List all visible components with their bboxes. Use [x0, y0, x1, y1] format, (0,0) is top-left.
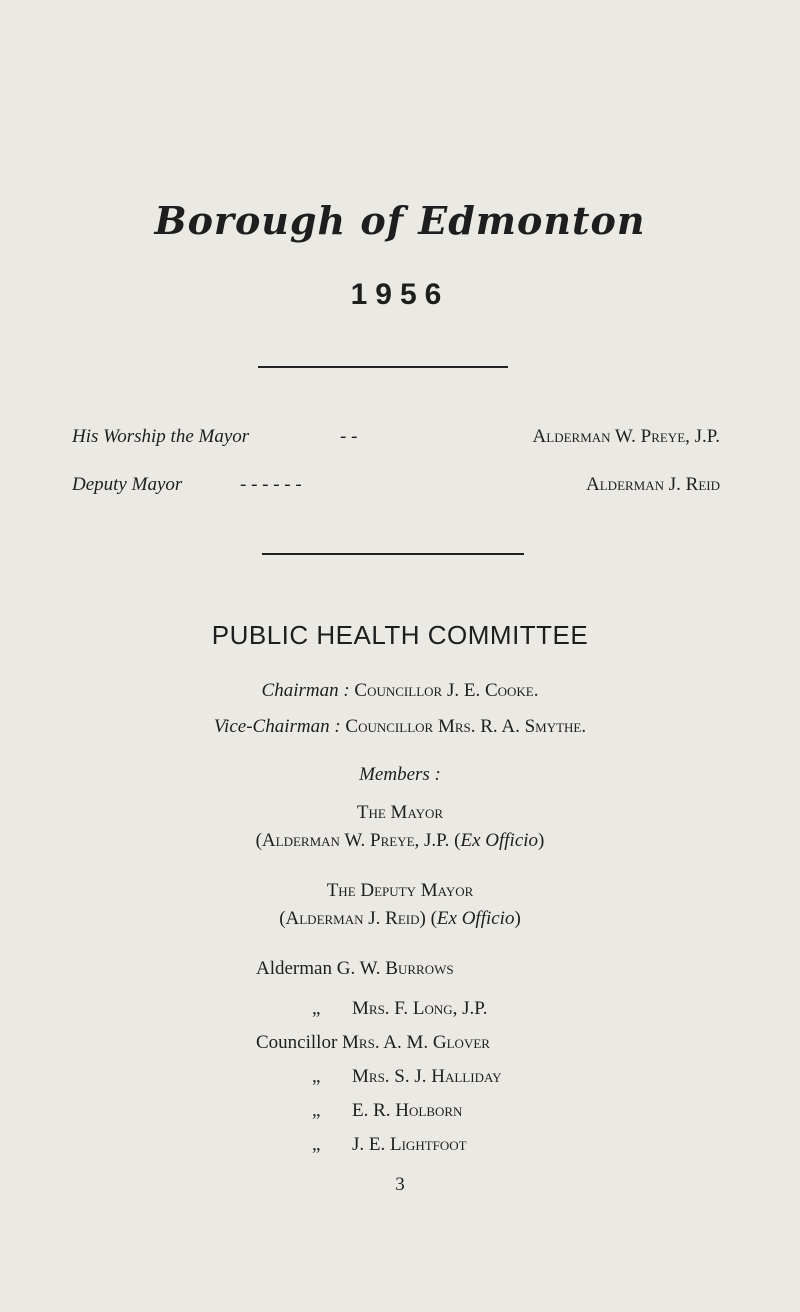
ditto-mark: „: [312, 1100, 321, 1121]
officer-row-mayor: [72, 426, 720, 452]
chairman-label: Chairman :: [261, 680, 350, 701]
member-prefix: Alderman: [256, 958, 332, 979]
deputy-mayor-title: The Deputy Mayor: [326, 880, 474, 901]
ditto-mark: „: [312, 998, 321, 1019]
page-number: 3: [395, 1174, 405, 1195]
member-row: [312, 1066, 502, 1088]
chairman-name: Councillor J. E. Cooke.: [354, 680, 539, 701]
mayor-detail-prefix: (Alderman W. Preye, J.P. (: [255, 830, 461, 851]
members-label: Members :: [359, 764, 441, 785]
vice-chairman-name: Councillor Mrs. R. A. Smythe.: [345, 716, 587, 737]
member-row: [256, 958, 454, 980]
vice-chairman-line: [0, 716, 800, 738]
mayor-detail: [0, 830, 800, 852]
deputy-detail-prefix: (Alderman J. Reid) (: [279, 908, 437, 929]
member-name: Mrs. A. M. Glover: [342, 1032, 490, 1053]
member-name: J. E. Lightfoot: [352, 1134, 467, 1155]
mayor-detail-suffix: ): [538, 830, 545, 851]
chairman-line: [0, 680, 800, 702]
member-name: E. R. Holborn: [352, 1100, 463, 1121]
ditto-mark: „: [312, 1134, 321, 1155]
officer-role: His Worship the Mayor: [72, 426, 250, 447]
member-row: [312, 998, 487, 1020]
divider-rule: [258, 366, 508, 368]
officer-row-deputy: [72, 474, 720, 500]
member-name: Mrs. S. J. Halliday: [352, 1066, 502, 1087]
committee-heading: PUBLIC HEALTH COMMITTEE: [211, 620, 589, 650]
ex-officio: Ex Officio: [460, 830, 539, 851]
vice-chairman-label: Vice-Chairman :: [213, 716, 341, 737]
member-row: [256, 1032, 490, 1054]
member-row: [312, 1100, 462, 1122]
leader-dashes: - -: [340, 426, 358, 447]
member-name: Mrs. F. Long, J.P.: [352, 998, 488, 1019]
divider-rule: [262, 553, 524, 555]
deputy-mayor-detail: [0, 908, 800, 930]
officer-name: Alderman W. Preye, J.P.: [532, 426, 720, 447]
member-name: G. W. Burrows: [336, 958, 454, 979]
ex-officio: Ex Officio: [436, 908, 515, 929]
deputy-detail-suffix: ): [514, 908, 521, 929]
ditto-mark: „: [312, 1066, 321, 1087]
member-prefix: Councillor: [256, 1032, 338, 1053]
document-title: Borough of Edmonton: [154, 198, 646, 243]
member-row: [312, 1134, 467, 1156]
officer-name: Alderman J. Reid: [586, 474, 720, 495]
mayor-title: The Mayor: [356, 802, 444, 823]
leader-dashes: - - - - - -: [240, 474, 302, 495]
officer-role: Deputy Mayor: [72, 474, 183, 495]
document-year: 1956: [350, 278, 450, 311]
